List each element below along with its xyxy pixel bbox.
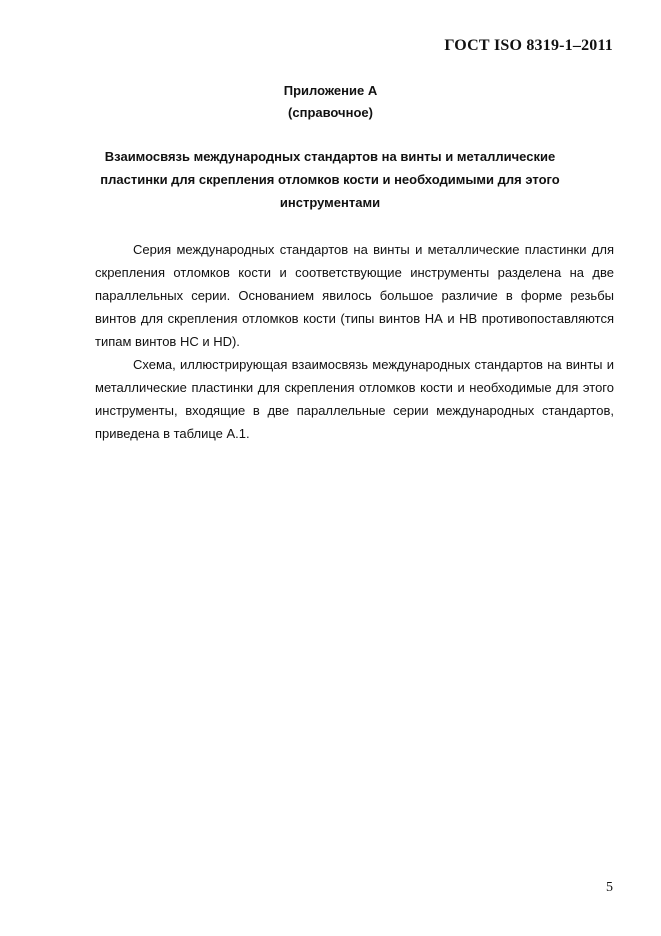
appendix-subtitle: (справочное) xyxy=(288,105,373,120)
body-text xyxy=(95,238,614,445)
paragraph: Серия международных стандартов на винты и металлические пластинки для скрепления отломков кости и соответствующие инструменты разделена на две параллельных серии. Основанием явилось большое различие в форме резьбы винтов для скрепления отломков кости (типы винтов НА и НВ противопоставляются типам винтов НС и HD). xyxy=(95,242,614,349)
page-number: 5 xyxy=(606,880,613,895)
appendix-heading xyxy=(0,80,661,124)
paragraph: Схема, иллюстрирующая взаимосвязь международных стандартов на винты и металлические пластинки для скрепления отломков кости и необходимые для этого инструменты, входящие в две параллельные серии международных стандартов, приведена в таблице А.1. xyxy=(95,357,614,441)
document-code: ГОСТ ISO 8319-1–2011 xyxy=(444,37,613,54)
appendix-title: Приложение А xyxy=(283,83,378,98)
section-title: Взаимосвязь международных стандартов на винты и металлические пластинки для скрепления отломков кости и необходимыми для этого инструментами xyxy=(100,149,560,210)
